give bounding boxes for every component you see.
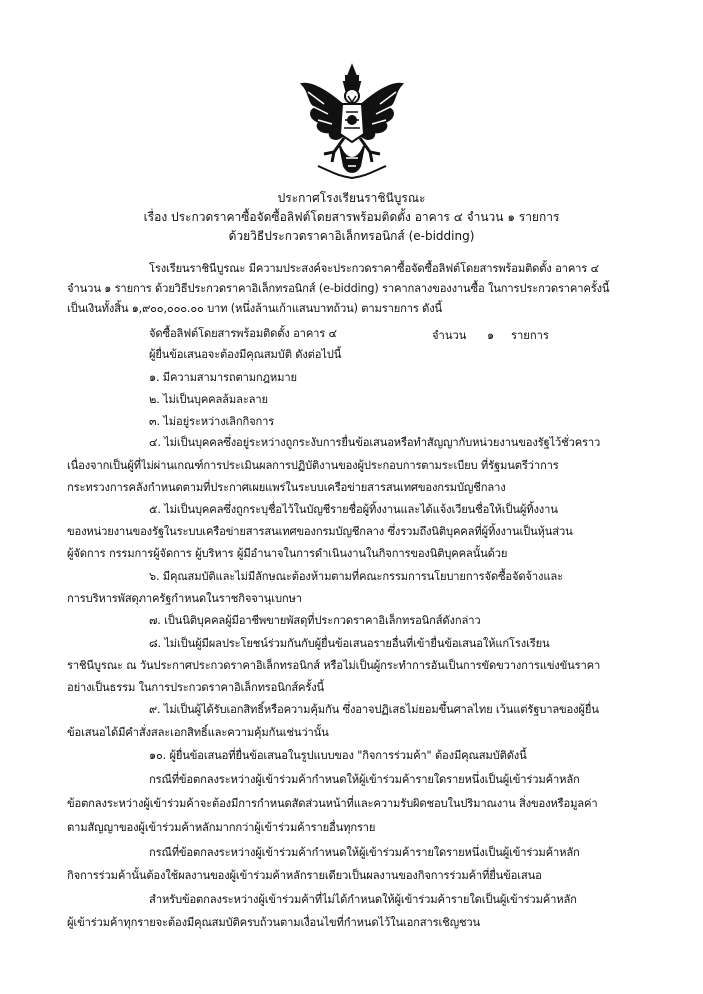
qualification-line: ผู้จัดการ กรรมการผู้จัดการ ผู้บริหาร ผู้มีอำนาจในการดำเนินงานในกิจการของนิติบุคคลนั้นด้วย <box>67 547 508 560</box>
qualification-line: อย่างเป็นธรรม ในการประกวดราคาอิเล็กทรอนิกส์ครั้งนี้ <box>67 681 325 694</box>
garuda-emblem-icon <box>298 62 406 180</box>
qualification-line: สำหรับข้อตกลงระหว่างผู้เข้าร่วมค้าที่ไม่ได้กำหนดให้ผู้เข้าร่วมค้ารายใดเป็นผู้เข้าร่วมค้าหลัก <box>149 893 577 906</box>
qualification-line: ๒. ไม่เป็นบุคคลล้มละลาย <box>149 393 268 406</box>
item-unit: รายการ <box>511 329 549 342</box>
qualification-line: กรณีที่ข้อตกลงระหว่างผู้เข้าร่วมค้ากำหนดให้ผู้เข้าร่วมค้ารายใดรายหนึ่งเป็นผู้เข้าร่วมค้าหลัก <box>149 846 580 859</box>
announcement-title: ประกาศโรงเรียนราชินีบูรณะ <box>277 191 426 205</box>
announcement-method: ด้วยวิธีประกวดราคาอิเล็กทรอนิกส์ (e-bidding) <box>228 229 475 243</box>
qualification-line: ๑๐. ผู้ยื่นข้อเสนอที่ยื่นข้อเสนอในรูปแบบของ "กิจการร่วมค้า" ต้องมีคุณสมบัติดังนี้ <box>149 749 527 762</box>
qualification-line: กิจการร่วมค้านั้นต้องใช้ผลงานของผู้เข้าร่วมค้าหลักรายเดียวเป็นผลงานของกิจการร่วมค้าที่ยื่นข้อเสนอ <box>67 869 542 882</box>
qualification-line: ๓. ไม่อยู่ระหว่างเลิกกิจการ <box>149 415 275 428</box>
qualification-line: ๕. ไม่เป็นบุคคลซึ่งถูกระบุชื่อไว้ในบัญชีรายชื่อผู้ทิ้งงานและได้แจ้งเวียนชื่อให้เป็นผู้ทิ้งงาน <box>149 503 558 516</box>
qualification-line: ผู้เข้าร่วมค้าทุกรายจะต้องมีคุณสมบัติครบถ้วนตามเงื่อนไขที่กำหนดไว้ในเอกสารเชิญชวน <box>67 916 481 929</box>
qualification-line: การบริหารพัสดุภาครัฐกำหนดในราชกิจจานุเบกษา <box>67 592 302 605</box>
qualification-line: ๗. เป็นนิติบุคคลผู้มีอาชีพขายพัสดุที่ประกวดราคาอิเล็กทรอนิกส์ดังกล่าว <box>149 614 481 627</box>
qualification-line: ข้อตกลงระหว่างผู้เข้าร่วมค้าจะต้องมีการกำหนดสัดส่วนหน้าที่และความรับผิดชอบในปริมาณงาน สิ่งของหรือมูลค่า <box>67 797 598 810</box>
item-qty-label: จำนวน <box>432 329 467 342</box>
qualification-line: ๙. ไม่เป็นผู้ได้รับเอกสิทธิ์หรือความคุ้มกัน ซึ่งอาจปฏิเสธไม่ยอมขึ้นศาลไทย เว้นแต่รัฐบาลของผู้ยื่น <box>149 703 599 716</box>
qualification-line: ของหน่วยงานของรัฐในระบบเครือข่ายสารสนเทศของกรมบัญชีกลาง ซึ่งรวมถึงนิติบุคคลที่ผู้ทิ้งงานเป็นหุ้นส่วน <box>67 525 573 538</box>
announcement-subject: เรื่อง ประกวดราคาซื้อจัดซื้อลิฟต์โดยสารพร้อมติดตั้ง อาคาร ๔ จำนวน ๑ รายการ <box>143 210 560 224</box>
qualifications-heading: ผู้ยื่นข้อเสนอจะต้องมีคุณสมบัติ ดังต่อไปนี้ <box>149 348 342 361</box>
item-name: จัดซื้อลิฟต์โดยสารพร้อมติดตั้ง อาคาร ๔ <box>149 327 337 340</box>
qualification-line: เนื่องจากเป็นผู้ที่ไม่ผ่านเกณฑ์การประเมินผลการปฏิบัติงานของผู้ประกอบการตามระเบียบ ที่รัฐมนตรีว่าการ <box>67 459 559 472</box>
qualification-line: กระทรวงการคลังกำหนดตามที่ประกาศเผยแพร่ในระบบเครือข่ายสารสนเทศของกรมบัญชีกลาง <box>67 481 506 494</box>
qualification-line: ๖. มีคุณสมบัติและไม่มีลักษณะต้องห้ามตามที่คณะกรรมการนโยบายการจัดซื้อจัดจ้างและ <box>149 570 563 583</box>
qualification-line: ราชินีบูรณะ ณ วันประกาศประกวดราคาอิเล็กทรอนิกส์ หรือไม่เป็นผู้กระทำการอันเป็นการขัดขวางการแข่งขันราคา <box>67 659 601 672</box>
intro-line: เป็นเงินทั้งสิ้น ๑,๙๐๐,๐๐๐.๐๐ บาท (หนึ่งล้านเก้าแสนบาทถ้วน) ตามรายการ ดังนี้ <box>67 302 443 315</box>
qualification-line: ๘. ไม่เป็นผู้มีผลประโยชน์ร่วมกันกับผู้ยื่นข้อเสนอรายอื่นที่เข้ายื่นข้อเสนอให้แก่โรงเรียน <box>149 637 550 650</box>
item-qty: ๑ <box>487 329 495 342</box>
qualification-line: ข้อเสนอได้มีคำสั่งสละเอกสิทธิ์และความคุ้มกันเช่นว่านั้น <box>67 726 329 739</box>
qualification-line: ๑. มีความสามารถตามกฎหมาย <box>149 371 297 384</box>
intro-line: จำนวน ๑ รายการ ด้วยวิธีประกวดราคาอิเล็กทรอนิกส์ (e-bidding) ราคากลางของงานซื้อ ในการประกวดราคาครั้งนี้ <box>67 282 610 295</box>
qualification-line: กรณีที่ข้อตกลงระหว่างผู้เข้าร่วมค้ากำหนดให้ผู้เข้าร่วมค้ารายใดรายหนึ่งเป็นผู้เข้าร่วมค้าหลัก <box>149 773 580 786</box>
qualification-line: ๔. ไม่เป็นบุคคลซึ่งอยู่ระหว่างถูกระงับการยื่นข้อเสนอหรือทำสัญญากับหน่วยงานของรัฐไว้ชั่วคราว <box>149 436 601 449</box>
intro-line: โรงเรียนราชินีบูรณะ มีความประสงค์จะประกวดราคาซื้อจัดซื้อลิฟต์โดยสารพร้อมติดตั้ง อาคาร ๔ <box>149 262 599 275</box>
qualification-line: ตามสัญญาของผู้เข้าร่วมค้าหลักมากกว่าผู้เข้าร่วมค้ารายอื่นทุกราย <box>67 821 376 834</box>
